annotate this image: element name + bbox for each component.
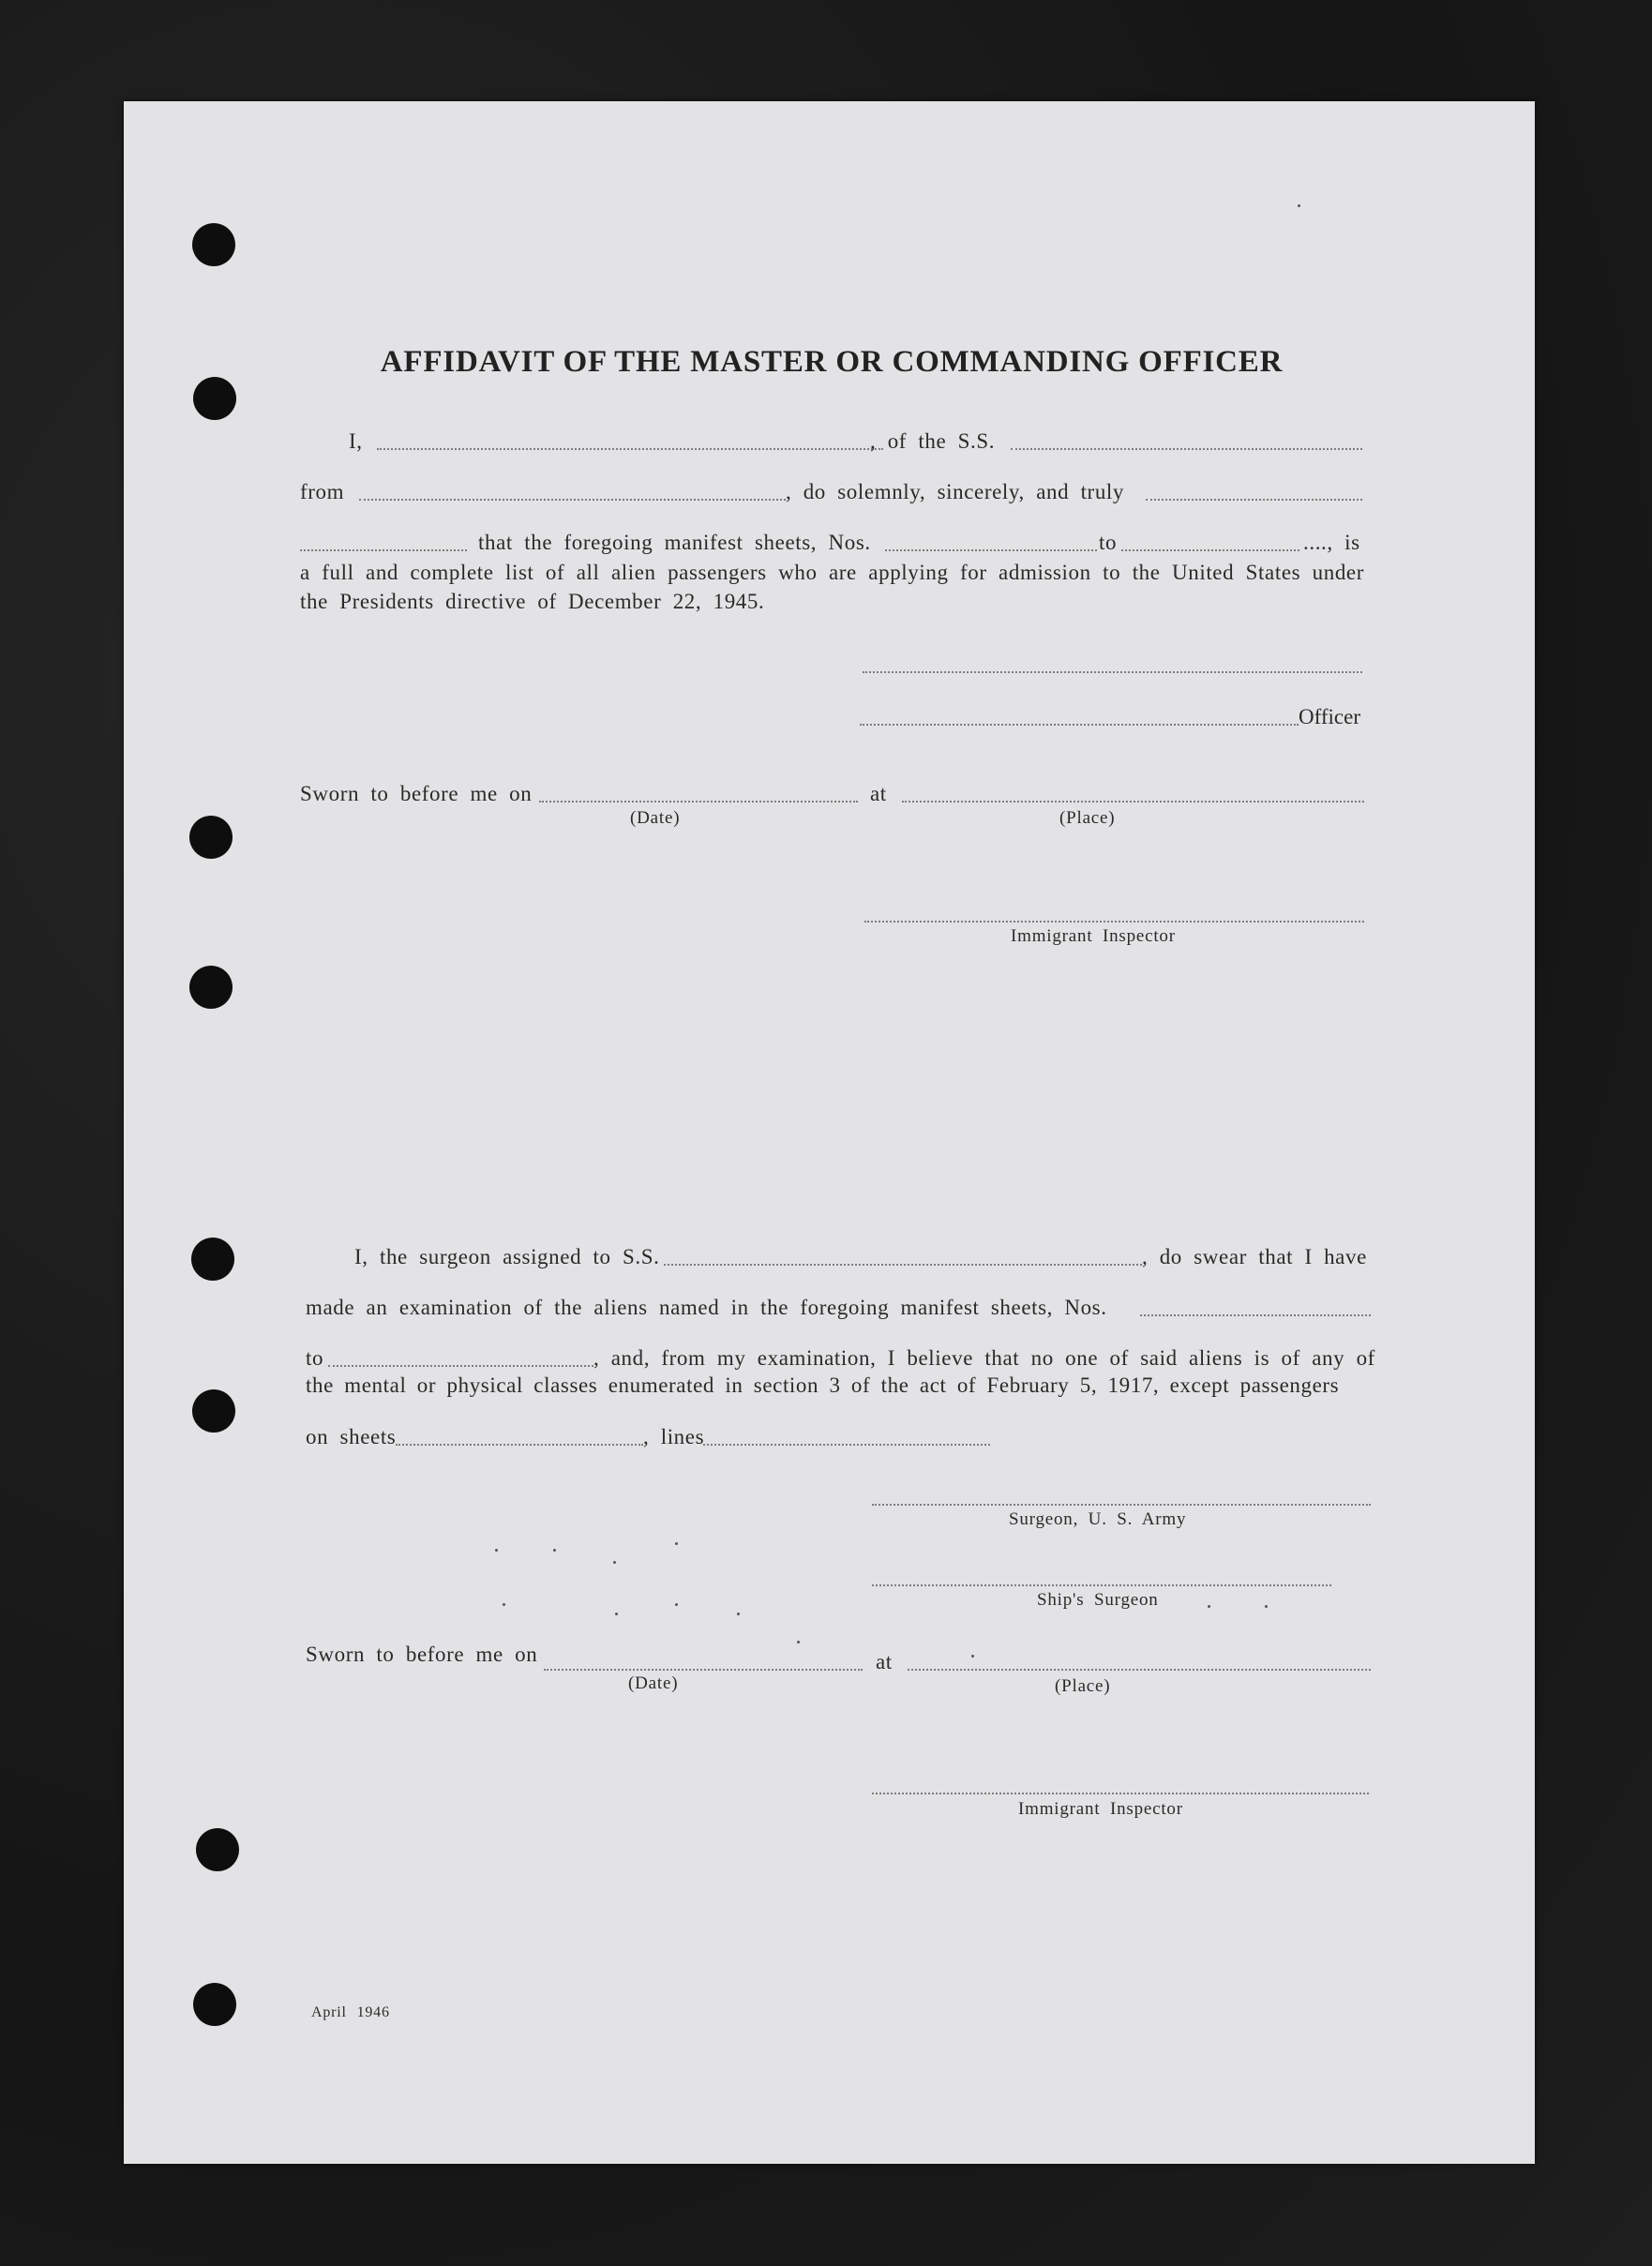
surgeon-inspector-caption: Immigrant Inspector: [1018, 1799, 1183, 1819]
army-surgeon-signature-line[interactable]: [872, 1504, 1371, 1506]
master-affirm-field[interactable]: [300, 549, 467, 551]
scan-speck: [797, 1641, 800, 1643]
surgeon-examination-label: made an examination of the aliens named in the foregoing manifest sheets, Nos.: [306, 1296, 1107, 1319]
surgeon-inspector-signature-line[interactable]: [872, 1793, 1369, 1794]
master-sworn-label: Sworn to before me on: [300, 782, 533, 805]
officer-signature-line-1[interactable]: [863, 671, 1362, 673]
scan-speck: [675, 1603, 678, 1606]
affidavit-form-page: [124, 101, 1535, 2164]
surgeon-intro-label: I, the surgeon assigned to S.S.: [354, 1245, 660, 1268]
form-title: AFFIDAVIT OF THE MASTER OR COMMANDING OFFICER: [380, 345, 1284, 379]
master-sworn-date-field[interactable]: [539, 801, 858, 803]
surgeon-sworn-date-field[interactable]: [544, 1669, 863, 1671]
punch-hole: [189, 966, 233, 1009]
master-oath-field[interactable]: [1146, 499, 1362, 501]
officer-signature-line-2[interactable]: [860, 724, 1299, 726]
master-to-label: to: [1099, 531, 1118, 554]
master-inspector-caption: Immigrant Inspector: [1011, 926, 1176, 946]
master-nos-from-field[interactable]: [885, 549, 1097, 551]
scan-speck: [553, 1549, 556, 1552]
scan-speck: [1298, 204, 1300, 207]
scan-speck: [495, 1549, 498, 1552]
punch-hole: [191, 1238, 234, 1281]
punch-hole: [193, 377, 236, 420]
master-ship-field[interactable]: [1011, 448, 1362, 450]
army-surgeon-caption: Surgeon, U. S. Army: [1009, 1509, 1187, 1529]
scan-speck: [1265, 1605, 1268, 1608]
surgeon-sworn-place-field[interactable]: [908, 1669, 1371, 1671]
punch-hole: [189, 816, 233, 859]
surgeon-classes-label: the mental or physical classes enumerated in section 3 of the act of February 5, 1917, except passengers: [306, 1373, 1340, 1397]
scan-speck: [1208, 1605, 1210, 1608]
surgeon-lines-label: , lines: [643, 1425, 705, 1448]
master-manifest-label: that the foregoing manifest sheets, Nos.: [478, 531, 871, 554]
master-place-caption: (Place): [1059, 808, 1116, 828]
ships-surgeon-caption: Ship's Surgeon: [1037, 1590, 1159, 1610]
punch-hole: [192, 223, 235, 266]
surgeon-date-caption: (Date): [628, 1673, 679, 1693]
ships-surgeon-signature-line[interactable]: [872, 1584, 1331, 1586]
scan-speck: [737, 1613, 740, 1615]
master-sworn-place-field[interactable]: [902, 801, 1364, 803]
surgeon-place-caption: (Place): [1055, 1676, 1111, 1696]
scan-speck: [971, 1655, 974, 1658]
surgeon-at-label: at: [876, 1650, 893, 1673]
surgeon-lines-field[interactable]: [703, 1444, 990, 1446]
surgeon-nos-to-field[interactable]: [328, 1365, 593, 1367]
scan-speck: [615, 1613, 618, 1615]
scan-speck: [675, 1542, 678, 1545]
master-name-field[interactable]: [377, 448, 883, 450]
surgeon-swear-label: , do swear that I have: [1142, 1245, 1367, 1268]
scan-speck: [613, 1561, 616, 1564]
form-date: April 1946: [311, 2004, 390, 2020]
master-date-caption: (Date): [630, 808, 681, 828]
surgeon-belief-label: , and, from my examination, I believe that no one of said aliens is of any of: [593, 1346, 1375, 1370]
punch-hole: [196, 1828, 239, 1871]
master-inspector-signature-line[interactable]: [864, 921, 1364, 923]
surgeon-sworn-label: Sworn to before me on: [306, 1643, 538, 1666]
master-from-field[interactable]: [359, 499, 786, 501]
surgeon-nos-from-field[interactable]: [1140, 1314, 1371, 1316]
master-at-label: at: [870, 782, 887, 805]
master-statement-paragraph: a full and complete list of all alien passengers who are applying for admission to the United States under the Presidents directive of December 22, 1945.: [300, 561, 1364, 613]
master-is-label: ...., is: [1303, 531, 1360, 554]
master-solemnly-label: , do solemnly, sincerely, and truly: [786, 480, 1125, 503]
surgeon-sheets-field[interactable]: [396, 1444, 643, 1446]
master-i-label: I,: [349, 429, 363, 453]
surgeon-to-label: to: [306, 1346, 324, 1370]
officer-label: Officer: [1299, 705, 1360, 728]
surgeon-sheets-label: on sheets: [306, 1425, 397, 1448]
punch-hole: [192, 1389, 235, 1433]
scan-speck: [503, 1603, 505, 1606]
master-from-label: from: [300, 480, 345, 503]
surgeon-ship-field[interactable]: [664, 1264, 1142, 1266]
master-of-ss-label: , of the S.S.: [870, 429, 996, 453]
punch-hole: [193, 1983, 236, 2026]
master-nos-to-field[interactable]: [1121, 549, 1299, 551]
